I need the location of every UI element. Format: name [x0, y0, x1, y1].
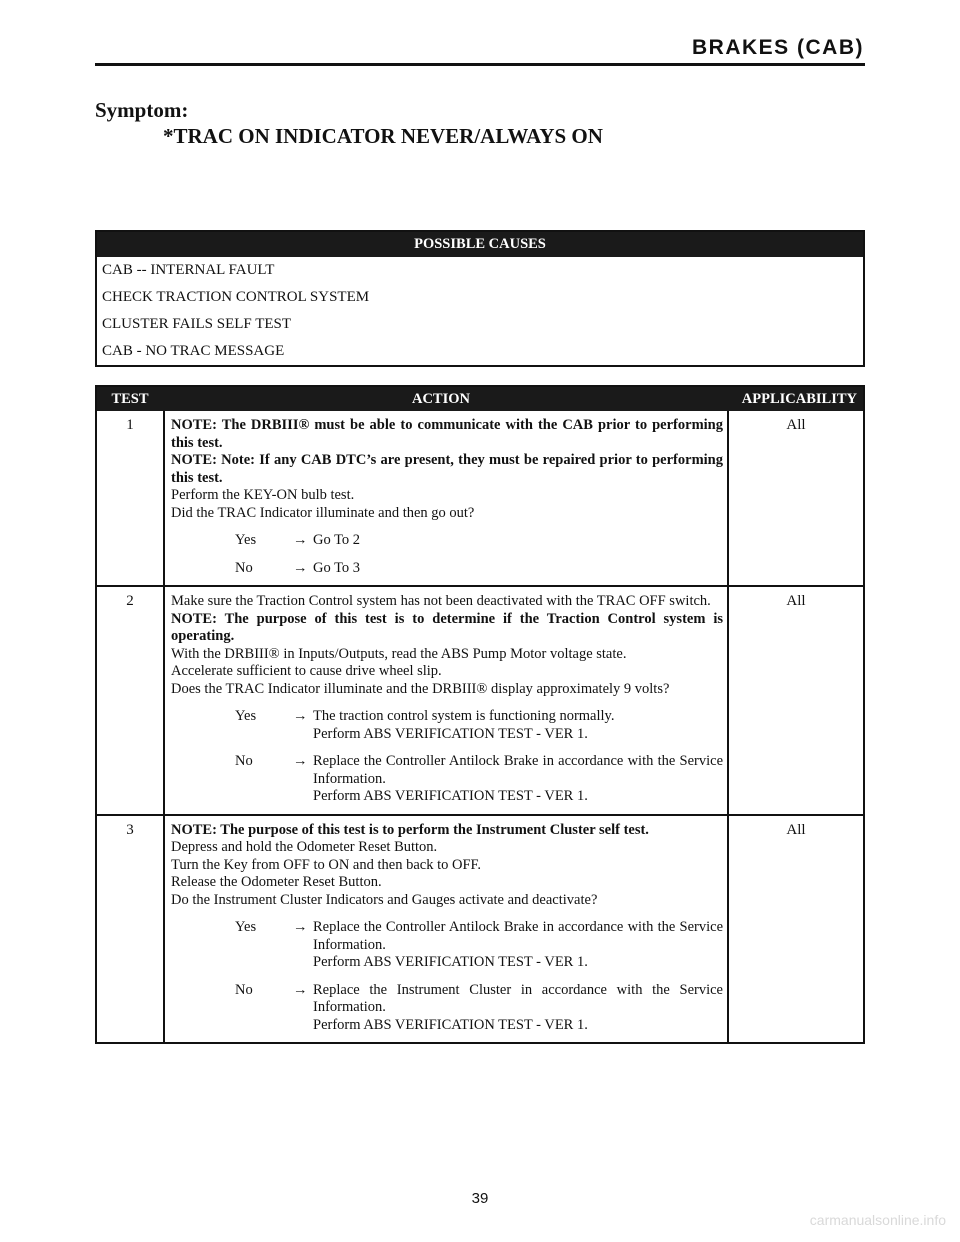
- answer-yes: [171, 532, 723, 550]
- instruction-line: Make sure the Traction Control system has not been deactivated with the TRAC OFF switch.: [171, 593, 711, 609]
- instruction-line: Perform the KEY-ON bulb test.: [171, 487, 355, 503]
- result-line: Perform ABS VERIFICATION TEST - VER 1.: [313, 725, 588, 742]
- test-row: [97, 411, 863, 585]
- instruction-line: Turn the Key from OFF to ON and then back to OFF.: [171, 856, 482, 873]
- cause-item: CAB -- INTERNAL FAULT: [102, 262, 275, 278]
- arrow-right-icon: →: [293, 559, 308, 576]
- result-line: Replace the Controller Antilock Brake in accordance with the Service Information.: [313, 753, 723, 787]
- instruction-line: Depress and hold the Odometer Reset Button.: [171, 839, 438, 855]
- answer-no: [171, 982, 723, 1035]
- possible-causes-table: [95, 230, 865, 367]
- answer-label: Yes: [235, 919, 257, 935]
- arrow-right-icon: →: [293, 753, 308, 769]
- test-row: [97, 814, 863, 1043]
- answer-result: [313, 532, 723, 550]
- column-header-test: TEST: [111, 391, 149, 407]
- instruction-line: With the DRBIII® in Inputs/Outputs, read the ABS Pump Motor voltage state.: [171, 645, 627, 662]
- test-action: [163, 587, 729, 814]
- test-procedure-table: [95, 385, 865, 1044]
- arrow-right-icon: →: [293, 708, 308, 724]
- note-line: NOTE: The purpose of this test is to perform the Instrument Cluster self test.: [171, 821, 649, 838]
- test-action: [163, 816, 729, 1043]
- result-line: Replace the Instrument Cluster in accordance with the Service Information.: [313, 981, 723, 1015]
- answer-label: Yes: [235, 532, 257, 548]
- symptom-text: *TRAC ON INDICATOR NEVER/ALWAYS ON: [163, 124, 603, 148]
- answer-yes: [171, 919, 723, 972]
- possible-causes-heading: POSSIBLE CAUSES: [97, 232, 863, 257]
- arrow-right-icon: →: [293, 919, 308, 935]
- result-line: The traction control system is functioning normally.: [313, 708, 615, 724]
- test-applicability: All: [786, 593, 806, 609]
- instruction-line: Accelerate sufficient to cause drive wheel slip.: [171, 663, 442, 679]
- answer-result: [313, 919, 723, 972]
- test-applicability: All: [786, 821, 806, 838]
- cause-item: CAB - NO TRAC MESSAGE: [102, 343, 285, 359]
- header-rule: [95, 63, 865, 66]
- result-line: Go To 3: [313, 559, 361, 576]
- result-line: Go To 2: [313, 532, 361, 548]
- instruction-line: Does the TRAC Indicator illuminate and the DRBIII® display approximately 9 volts?: [171, 680, 670, 697]
- result-line: Replace the Controller Antilock Brake in accordance with the Service Information.: [313, 919, 723, 953]
- page-number: 39: [471, 1190, 489, 1207]
- result-line: Perform ABS VERIFICATION TEST - VER 1.: [313, 954, 588, 970]
- test-rows: [97, 411, 863, 1042]
- answer-label: Yes: [235, 708, 257, 724]
- cause-item: CLUSTER FAILS SELF TEST: [102, 316, 292, 332]
- test-table-header: [97, 387, 863, 411]
- test-applicability: All: [786, 417, 806, 433]
- note-line: NOTE: The DRBIII® must be able to communicate with the CAB prior to performing this test.: [171, 417, 723, 451]
- test-action: [163, 411, 729, 585]
- instruction-line: Did the TRAC Indicator illuminate and then go out?: [171, 504, 475, 521]
- test-number: 1: [126, 417, 134, 433]
- answer-label: No: [235, 559, 253, 576]
- cause-item: CHECK TRACTION CONTROL SYSTEM: [102, 289, 370, 305]
- column-header-applicability: APPLICABILITY: [741, 391, 857, 407]
- test-number: 2: [126, 593, 134, 609]
- answer-result: [313, 982, 723, 1035]
- instruction-line: Do the Instrument Cluster Indicators and Gauges activate and deactivate?: [171, 891, 598, 908]
- answer-label: No: [235, 753, 253, 769]
- answer-label: No: [235, 981, 253, 998]
- symptom-label: Symptom:: [95, 98, 189, 122]
- note-line: NOTE: Note: If any CAB DTC’s are present, they must be repaired prior to performing this test.: [171, 452, 723, 486]
- test-row: [97, 585, 863, 814]
- answer-no: [171, 753, 723, 806]
- result-line: Perform ABS VERIFICATION TEST - VER 1.: [313, 1016, 588, 1033]
- watermark: carmanualsonline.info: [809, 1212, 946, 1228]
- instruction-line: Release the Odometer Reset Button.: [171, 874, 382, 890]
- section-title: BRAKES (CAB): [692, 36, 864, 59]
- answer-result: [313, 753, 723, 806]
- answer-result: [313, 708, 723, 743]
- arrow-right-icon: →: [293, 981, 308, 998]
- answer-yes: [171, 708, 723, 743]
- result-line: Perform ABS VERIFICATION TEST - VER 1.: [313, 788, 588, 804]
- arrow-right-icon: →: [293, 532, 308, 548]
- answer-no: [171, 560, 723, 578]
- test-number: 3: [126, 821, 134, 838]
- answer-result: [313, 560, 723, 578]
- column-header-action: ACTION: [411, 391, 470, 407]
- note-line: NOTE: The purpose of this test is to determine if the Traction Control system is operating.: [171, 610, 723, 644]
